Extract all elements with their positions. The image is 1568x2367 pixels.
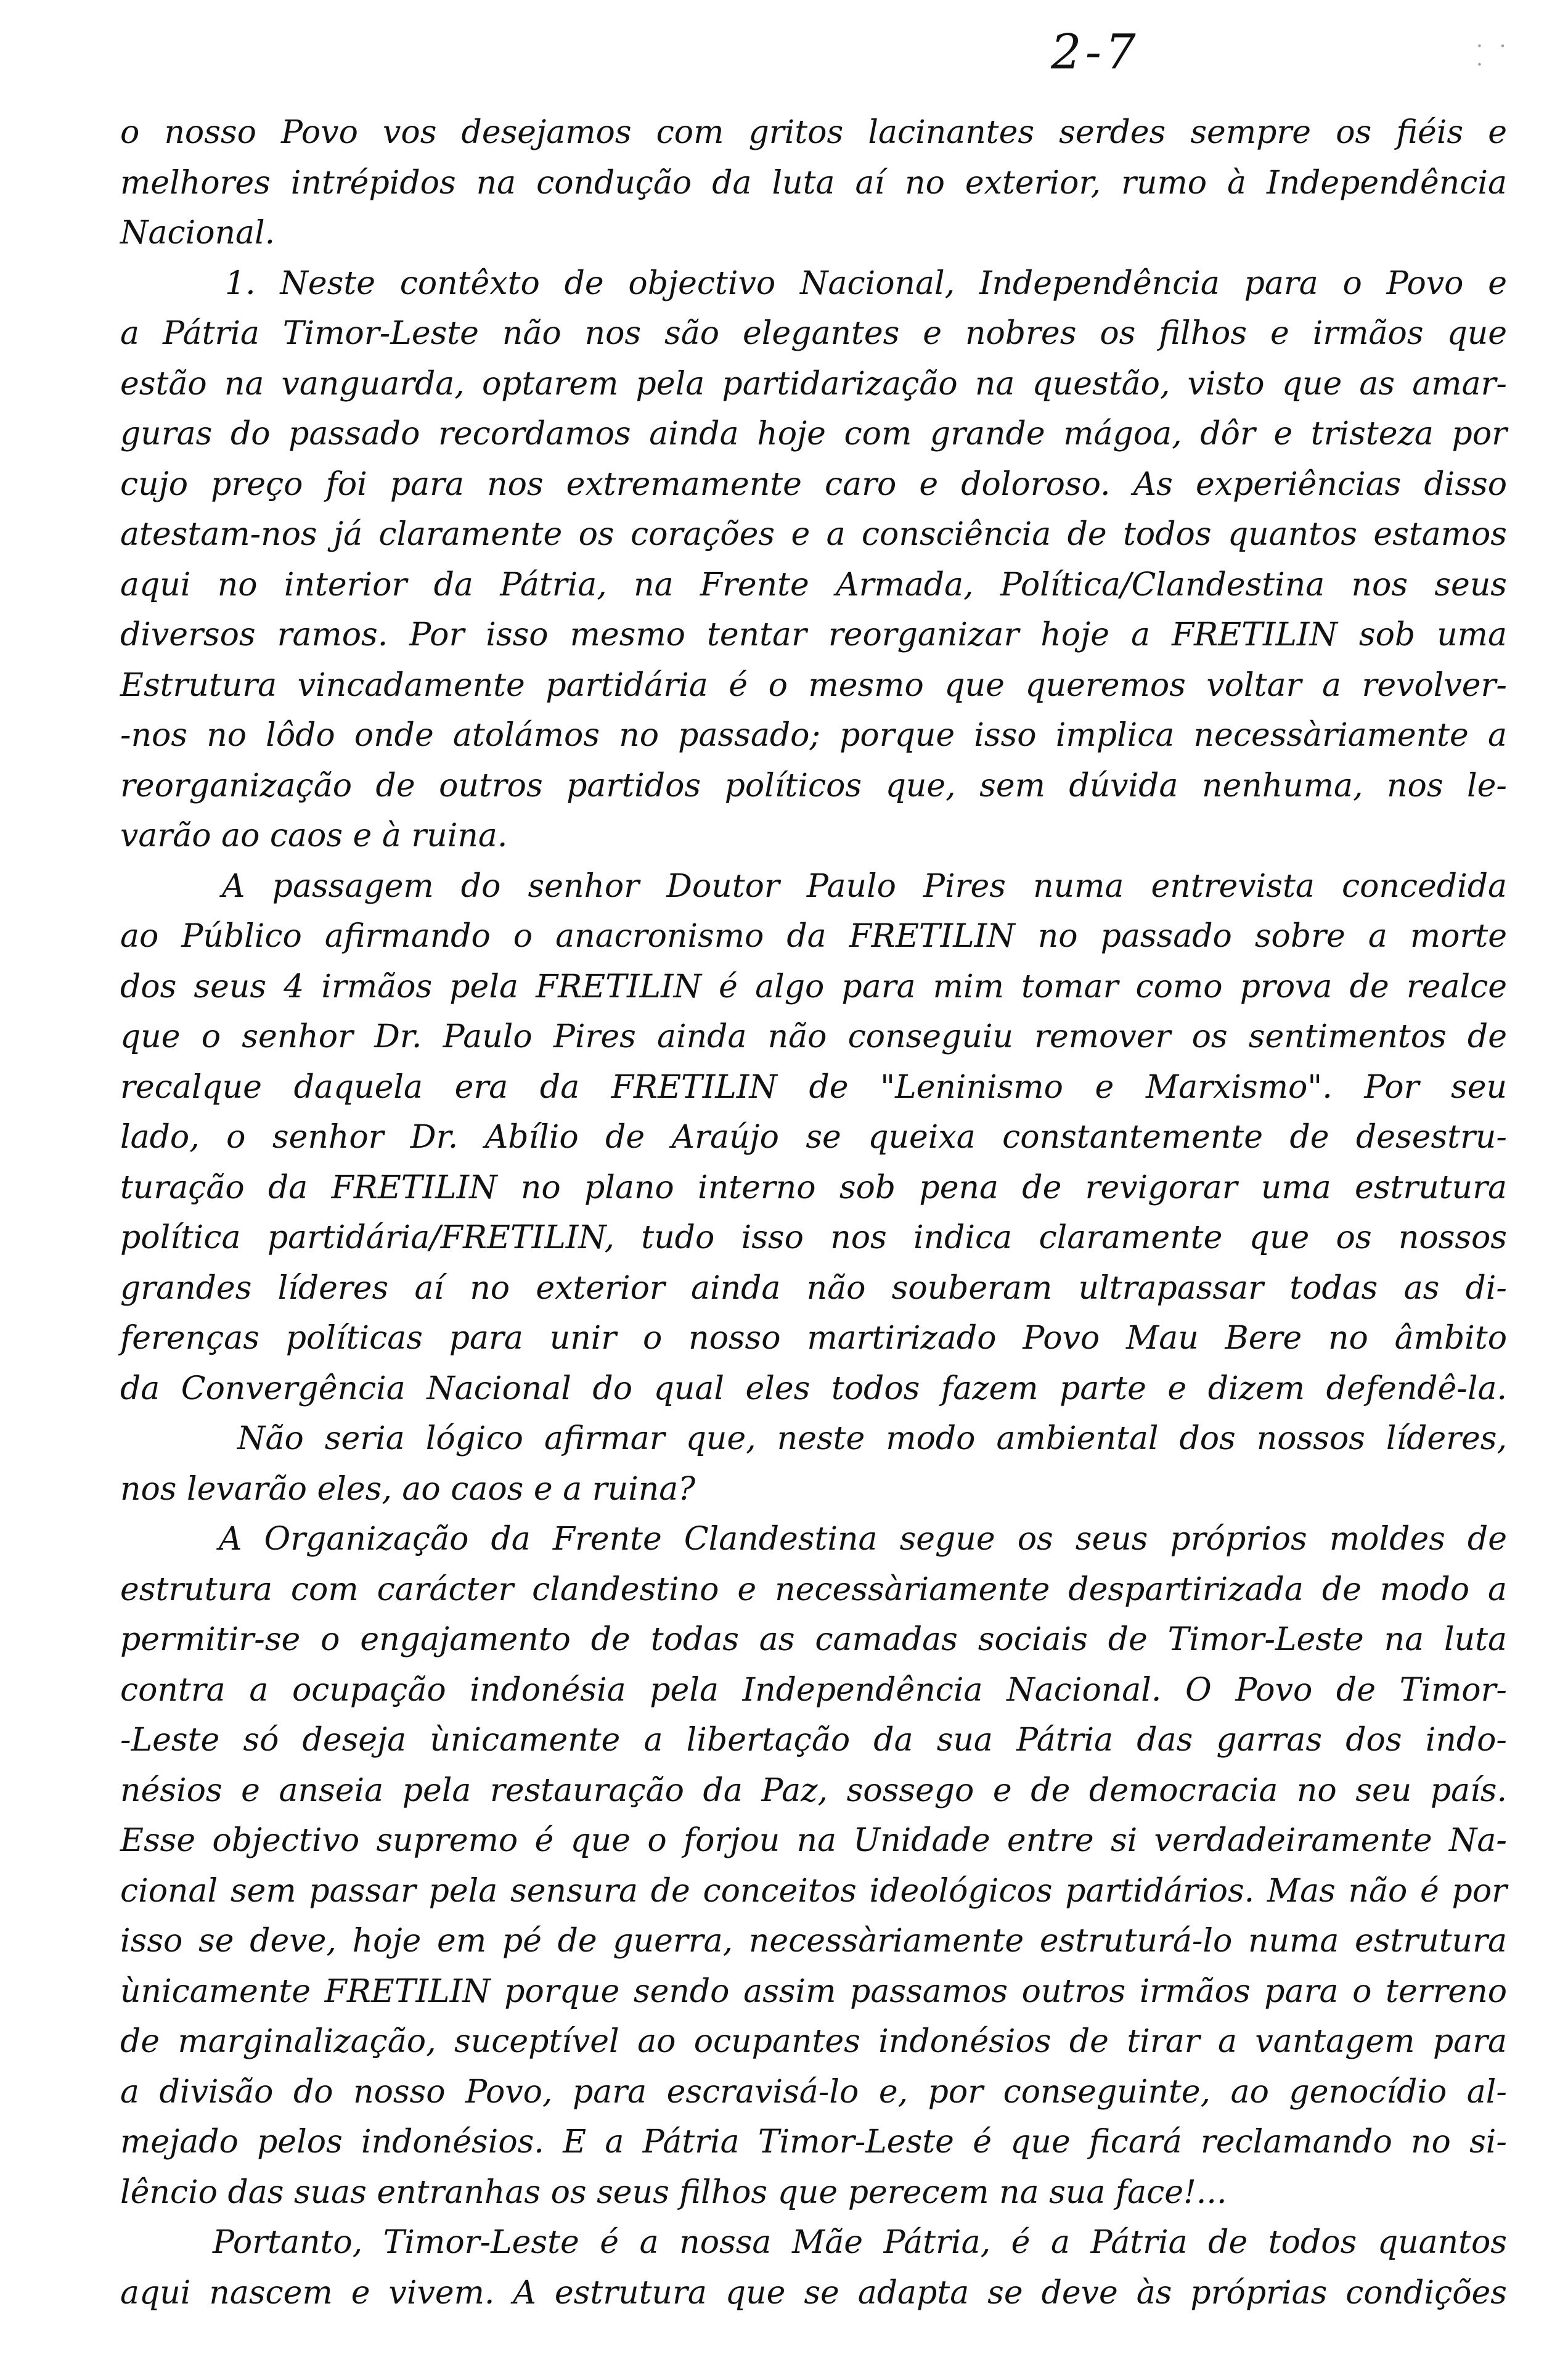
text-line: A passagem do senhor Doutor Paulo Pires numa entrevista concedida bbox=[222, 867, 1507, 905]
text-line: o nosso Povo vos desejamos com gritos lacinantes serdes sempre os fiéis e bbox=[120, 114, 1507, 151]
text-line: política partidária/FRETILIN, tudo isso nos indica claramente que os nossos bbox=[120, 1219, 1507, 1256]
text-line: lêncio das suas entranhas os seus filhos que perecem na sua face!... bbox=[120, 2173, 1227, 2211]
text-line: -nos no lôdo onde atolámos no passado; porque isso implica necessàriamente a bbox=[120, 717, 1507, 754]
text-line: reorganização de outros partidos políticos que, sem dúvida nenhuma, nos le- bbox=[120, 767, 1507, 804]
text-line: de marginalização, suceptível ao ocupantes indonésios de tirar a vantagem para bbox=[120, 2023, 1507, 2060]
text-line: nos levarão eles, ao caos e a ruina? bbox=[120, 1470, 696, 1508]
text-line: guras do passado recordamos ainda hoje com grande mágoa, dôr e tristeza por bbox=[120, 415, 1507, 452]
text-line: Estrutura vincadamente partidária é o mesmo que queremos voltar a revolver- bbox=[120, 666, 1507, 704]
text-line: ùnicamente FRETILIN porque sendo assim passamos outros irmãos para o terreno bbox=[120, 1973, 1507, 2010]
text-line: turação da FRETILIN no plano interno sob pena de revigorar uma estrutura bbox=[120, 1169, 1507, 1206]
text-line: grandes líderes aí no exterior ainda não souberam ultrapassar todas as di- bbox=[120, 1269, 1507, 1307]
text-line: aqui nascem e vivem. A estrutura que se adapta se deve às próprias condições bbox=[120, 2274, 1507, 2312]
text-line: ao Público afirmando o anacronismo da FRETILIN no passado sobre a morte bbox=[120, 918, 1507, 955]
text-line: dos seus 4 irmãos pela FRETILIN é algo para mim tomar como prova de realce bbox=[120, 968, 1507, 1005]
text-line: permitir-se o engajamento de todas as camadas sociais de Timor-Leste na luta bbox=[120, 1621, 1507, 1658]
page-number: 2-7 bbox=[1051, 25, 1140, 80]
text-line: cujo preço foi para nos extremamente caro e doloroso. As experiências disso bbox=[120, 465, 1507, 503]
text-line: A Organização da Frente Clandestina segue os seus próprios moldes de bbox=[219, 1521, 1507, 1558]
text-line: Portanto, Timor-Leste é a nossa Mãe Pátria, é a Pátria de todos quantos bbox=[213, 2224, 1507, 2261]
text-line: cional sem passar pela sensura de conceitos ideológicos partidários. Mas não é por bbox=[120, 1872, 1507, 1910]
text-line: a divisão do nosso Povo, para escravisá-lo e, por conseguinte, ao genocídio al- bbox=[120, 2073, 1507, 2111]
text-line: lado, o senhor Dr. Abílio de Araújo se queixa constantemente de desestru- bbox=[120, 1119, 1507, 1156]
scan-artifact-mark: · · · bbox=[1476, 34, 1511, 77]
text-line: a Pátria Timor-Leste não nos são elegantes e nobres os filhos e irmãos que bbox=[120, 315, 1507, 352]
text-line: estrutura com carácter clandestino e necessàriamente despartirizada de modo a bbox=[120, 1571, 1507, 1608]
text-line: melhores intrépidos na condução da luta aí no exterior, rumo à Independência bbox=[120, 164, 1507, 202]
text-line: Esse objectivo supremo é que o forjou na Unidade entre si verdadeiramente Na- bbox=[120, 1822, 1507, 1859]
text-line: mejado pelos indonésios. E a Pátria Timor-Leste é que ficará reclamando no si- bbox=[120, 2124, 1507, 2161]
letter-body bbox=[120, 108, 1507, 2318]
text-line: contra a ocupação indonésia pela Independência Nacional. O Povo de Timor- bbox=[120, 1671, 1507, 1709]
text-line: diversos ramos. Por isso mesmo tentar reorganizar hoje a FRETILIN sob uma bbox=[120, 616, 1507, 653]
text-line: Nacional. bbox=[120, 215, 276, 251]
text-line: atestam-nos já claramente os corações e a consciência de todos quantos estamos bbox=[120, 516, 1507, 553]
text-line: nésios e anseia pela restauração da Paz, sossego e de democracia no seu país. bbox=[120, 1772, 1507, 1809]
text-line: ferenças políticas para unir o nosso martirizado Povo Mau Bere no âmbito bbox=[120, 1320, 1507, 1357]
text-line: recalque daquela era da FRETILIN de "Leninismo e Marxismo". Por seu bbox=[120, 1068, 1507, 1106]
text-line: -Leste só deseja ùnicamente a libertação da sua Pátria das garras dos indo- bbox=[120, 1722, 1507, 1759]
text-line: 1. Neste contêxto de objectivo Nacional, Independência para o Povo e bbox=[225, 264, 1507, 302]
text-line: que o senhor Dr. Paulo Pires ainda não conseguiu remover os sentimentos de bbox=[120, 1018, 1507, 1055]
text-line: da Convergência Nacional do qual eles todos fazem parte e dizem defendê-la. bbox=[120, 1370, 1507, 1407]
text-line: Não seria lógico afirmar que, neste modo ambiental dos nossos líderes, bbox=[237, 1420, 1507, 1457]
text-line: isso se deve, hoje em pé de guerra, necessàriamente estruturá-lo numa estrutura bbox=[120, 1923, 1507, 1960]
text-line: aqui no interior da Pátria, na Frente Armada, Política/Clandestina nos seus bbox=[120, 566, 1507, 603]
text-line: estão na vanguarda, optarem pela partidarização na questão, visto que as amar- bbox=[120, 365, 1507, 403]
text-line: varão ao caos e à ruina. bbox=[120, 817, 508, 854]
